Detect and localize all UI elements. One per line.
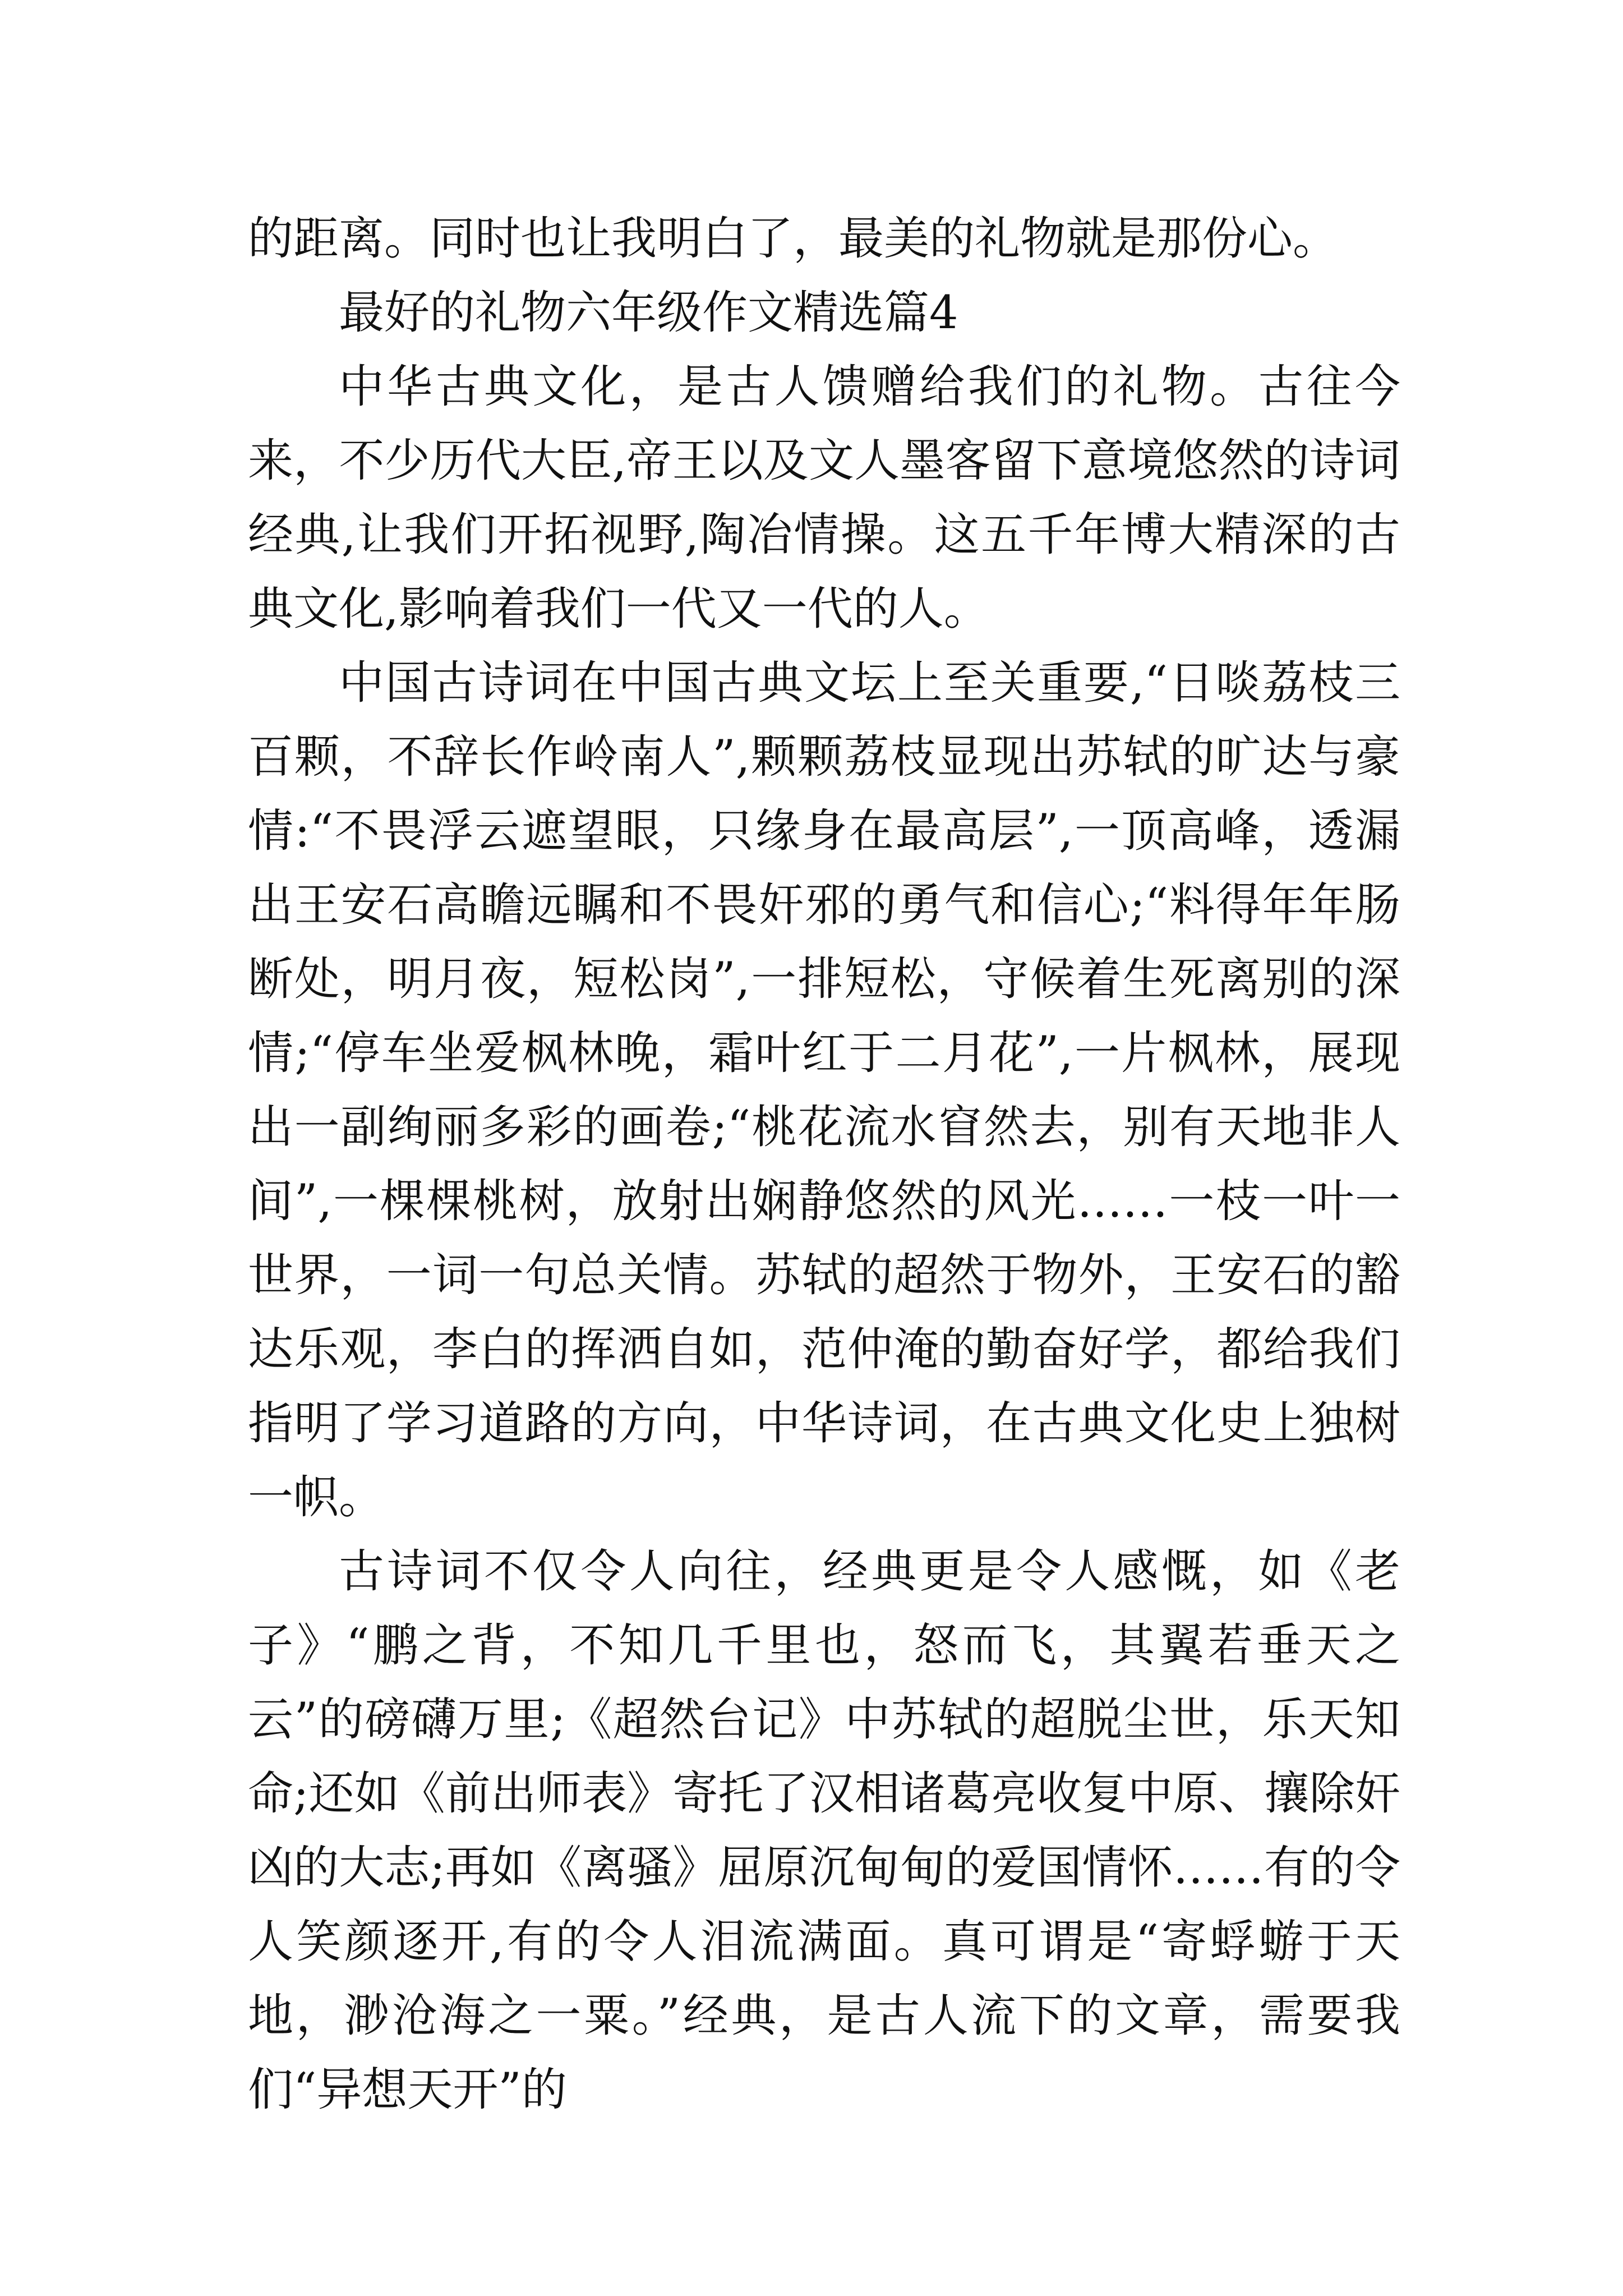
section-heading: 最好的礼物六年级作文精选篇4 (339, 287, 958, 339)
paragraph-continuation: 的距离。同时也让我明白了，最美的礼物就是那份心。 (248, 213, 1339, 265)
paragraph-intro: 中华古典文化，是古人馈赠给我们的礼物。古往今来，不少历代大臣,帝王以及文人墨客留下意境悠然的诗词经典,让我们开拓视野,陶冶情操。这五千年博大精深的古典文化,影响着我们一代又一代的人。 (248, 361, 1400, 636)
document-body (248, 202, 1400, 2127)
paragraph-classics: 古诗词不仅令人向往，经典更是令人感慨，如《老子》“鹏之背，不知几千里也，怒而飞，其翼若垂天之云”的磅礴万里;《超然台记》中苏轼的超脱尘世，乐天知命;还如《前出师表》寄托了汉相诸葛亮收复中原、攘除奸凶的大志;再如《离骚》屈原沉甸甸的爱国情怀……有的令人笑颜逐开,有的令人泪流满面。真可谓是“寄蜉蝣于天地，渺沧海之一粟。”经典，是古人流下的文章，需要我们“异想天开”的 (248, 1545, 1400, 2116)
paragraph-poems: 中国古诗词在中国古典文坛上至关重要,“日啖荔枝三百颗，不辞长作岭南人”,颗颗荔枝显现出苏轼的旷达与豪情:“不畏浮云遮望眼，只缘身在最高层”,一顶高峰，透漏出王安石高瞻远瞩和不畏奸邪的勇气和信心;“料得年年肠断处，明月夜，短松岗”,一排短松，守候着生死离别的深情;“停车坐爱枫林晚，霜叶红于二月花”,一片枫林，展现出一副绚丽多彩的画卷;“桃花流水窅然去，别有天地非人间”,一棵棵桃树，放射出娴静悠然的风光……一枝一叶一世界，一词一句总关情。苏轼的超然于物外，王安石的豁达乐观，李白的挥洒自如，范仲淹的勤奋好学，都给我们指明了学习道路的方向，中华诗词，在古典文化史上独树一帜。 (248, 657, 1400, 1524)
